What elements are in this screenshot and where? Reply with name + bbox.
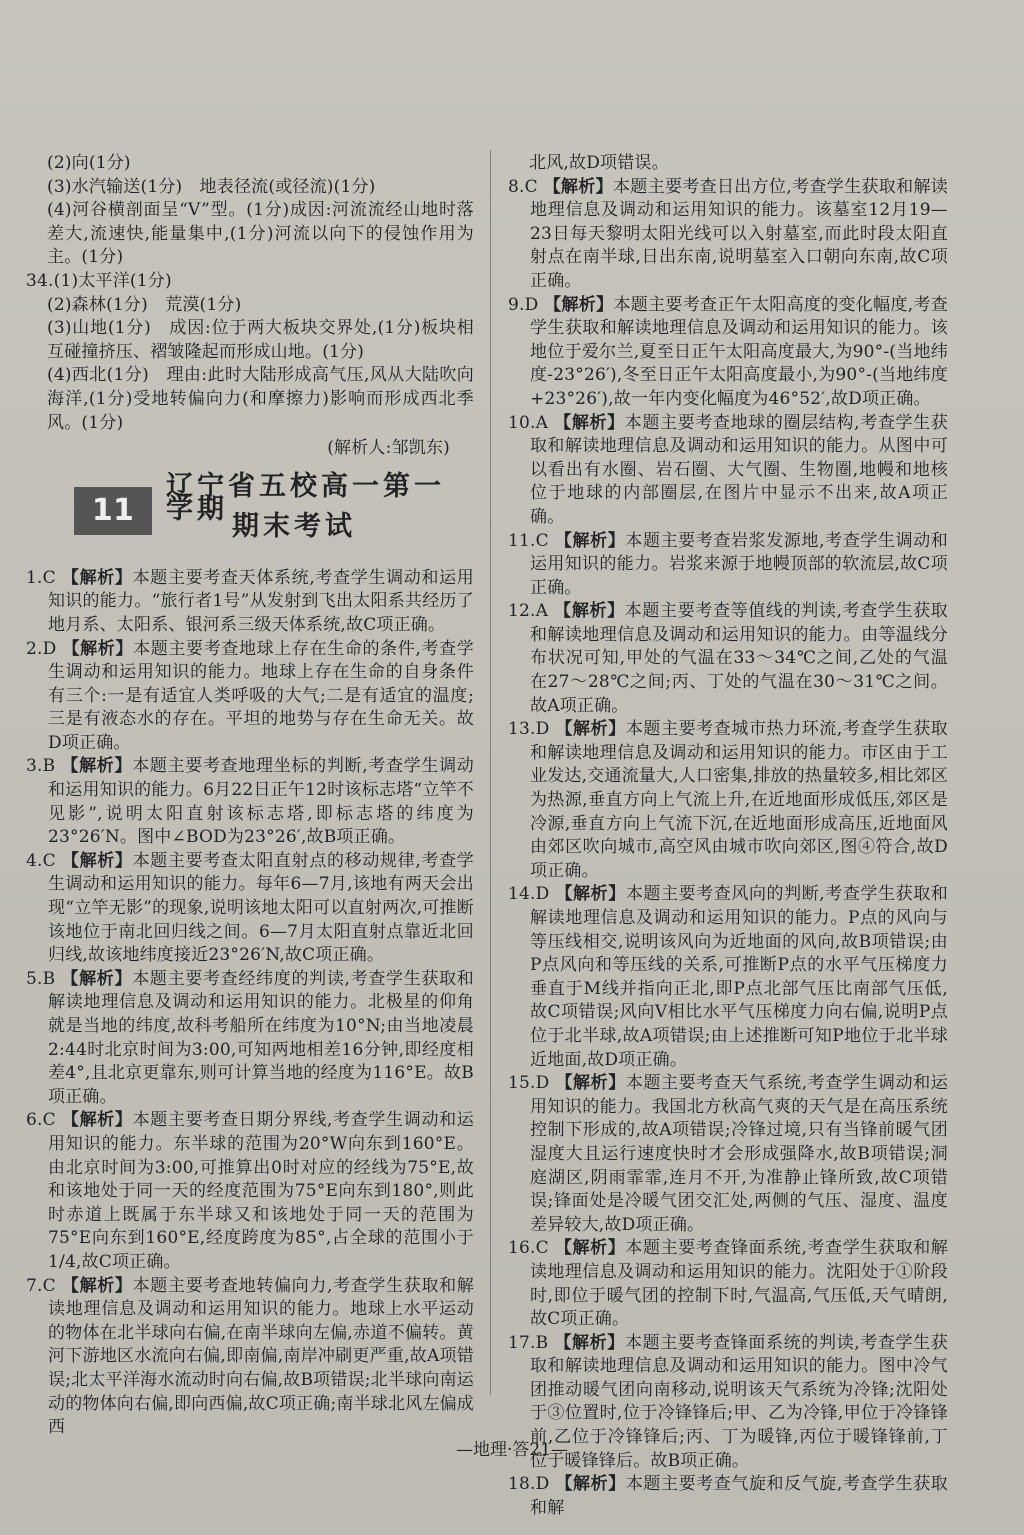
section-number: 11 (74, 487, 152, 535)
analysis-tag: 【解析】 (555, 1073, 626, 1094)
right-column (508, 152, 948, 1520)
answer-item (508, 1473, 948, 1520)
analysis-tag: 【解析】 (62, 638, 134, 659)
right-answer-list (508, 152, 948, 1520)
answer-item (26, 968, 474, 1110)
answer-line: 34.(1)太平洋(1分) (26, 270, 172, 291)
answer-text: 本题主要考查等值线的判读,考查学生获取和解读地理信息及调动和运用知识的能力。由等温线分布状况可知,甲处的气温在33～34℃之间,乙处的气温在27～28℃之间;丙、丁处的气温在30～31℃之间。故A项正确。 (530, 601, 949, 716)
analysis-tag: 【解析】 (543, 176, 613, 197)
analysis-tag: 【解析】 (554, 1238, 626, 1259)
analysis-tag: 【解析】 (61, 1110, 133, 1131)
answer-item (508, 294, 948, 412)
section-title-line2: 期末考试 (232, 510, 356, 542)
answer-item (26, 755, 474, 849)
answer-number: 18.D (508, 1474, 556, 1495)
left-answer-list (26, 567, 474, 1440)
answer-item (26, 850, 474, 968)
analysis-tag: 【解析】 (554, 1332, 625, 1353)
answer-number: 8.C (508, 176, 544, 197)
answer-line: (2)森林(1分) 荒漠(1分) (47, 294, 242, 315)
answer-number: 11.C (508, 530, 555, 551)
answer-continuation (508, 152, 948, 176)
analysis-tag: 【解析】 (555, 719, 626, 740)
answer-line: (4)西北(1分) 理由:此时大陆形成高气压,风从大陆吹向海洋,(1分)受地转偏向力(和摩擦力)影响而形成西北季风。(1分) (47, 365, 474, 433)
answer-item (26, 567, 474, 638)
section-title-line1: 辽宁省五校高一第一学期 (166, 470, 445, 526)
answer-item (508, 176, 948, 294)
analysis-tag: 【解析】 (61, 1275, 133, 1296)
analysis-tag: 【解析】 (61, 756, 133, 777)
answer-number: 10.A (508, 412, 555, 433)
answer-number: 6.C (26, 1110, 62, 1131)
answer-text: 本题主要考查锋面系统,考查学生获取和解读地理信息及调动和运用知识的能力。沈阳处于①阶段时,即位于暖气团的控制下时,气温高,气压低,天气晴朗,故C项正确。 (530, 1238, 949, 1330)
answer-number: 9.D (508, 294, 545, 315)
answer-text: 北风,故D项错误。 (529, 153, 669, 173)
answer-text: 本题主要考查风向的判断,考查学生获取和解读地理信息及调动和运用知识的能力。P点的风向与等压线相交,说明该风向为近地面的风向,故B项错误;由P点风向和等压线的关系,可推断P点的水平气压梯度力垂直于M线并指向正北,即P点北部气压比南部气压低,故C项错误;风向V相比水平气压梯度力向右偏,说明P点位于北半球,故A项错误;由上述推断可知P地位于北半球近地面,故D项正确。 (530, 884, 949, 1070)
left-top-answers (26, 152, 474, 435)
answer-item (508, 718, 948, 883)
answer-item (508, 1237, 948, 1331)
analysis-tag: 【解析】 (61, 968, 133, 989)
answer-text: 本题主要考查地球的圈层结构,考查学生获取和解读地理信息及调动和运用知识的能力。从图中可以看出有水圈、岩石圈、大气圈、生物圈,地幔和地核位于地球的内部圈层,在图片中显示不出来,故A项正确。 (530, 412, 949, 527)
column-divider (490, 150, 491, 1395)
answer-number: 12.A (508, 601, 555, 622)
analysis-tag: 【解析】 (554, 412, 625, 433)
section-header (26, 470, 474, 557)
analysis-tag: 【解析】 (555, 1474, 626, 1495)
page-footer: —地理·答21— (455, 1440, 569, 1460)
answer-item (508, 412, 948, 530)
answer-number: 7.C (26, 1275, 62, 1296)
analysis-tag: 【解析】 (61, 850, 133, 871)
answer-number: 5.B (26, 968, 62, 989)
analysis-tag: 【解析】 (61, 567, 133, 588)
left-column (26, 152, 474, 1440)
answer-text: 本题主要考查天气系统,考查学生调动和运用知识的能力。我国北方秋高气爽的天气是在高压系统控制下形成的,故A项错误;冷锋过境,只有当锋前暖气团湿度大且运行速度快时才会形成强降水,故B项错误;洞庭湖区,阴雨霏霏,连月不开,为准静止锋所致,故C项错误;锋面处是冷暖气团交汇处,两侧的气压、湿度、温度差异较大,故D项正确。 (530, 1073, 949, 1235)
answer-text: 本题主要考查岩浆发源地,考查学生调动和运用知识的能力。岩浆来源于地幔顶部的软流层,故C项正确。 (530, 530, 949, 598)
answer-number: 13.D (508, 719, 556, 740)
answer-text: 本题主要考查城市热力环流,考查学生获取和解读地理信息及调动和运用知识的能力。市区由于工业发达,交通流量大,人口密集,排放的热量较多,相比郊区为热源,垂直方向上气流上升,在近地面形成低压,郊区是冷源,垂直方向上气流下沉,在近地面形成高压,近地面风由郊区吹向城市,高空风由城市吹向郊区,图④符合,故D项正确。 (530, 719, 949, 881)
answer-text: 本题主要考查日出方位,考查学生获取和解读地理信息及调动和运用知识的能力。该墓室12月19—23日每天黎明太阳光线可以入射墓室,而此时段太阳直射点在南半球,日出东南,说明墓室入口朝向东南,故C项正确。 (530, 176, 948, 291)
answer-text: 本题主要考查经纬度的判读,考查学生获取和解读地理信息及调动和运用知识的能力。北极星的仰角就是当地的纬度,故科考船所在纬度为10°N;由当地凌晨2:44时北京时间为3:00,可知两地相差16分钟,即经度相差4°,且北京更靠东,则可计算当地的经度为116°E。故B项正确。 (48, 968, 474, 1107)
answer-text: 本题主要考查正午太阳高度的变化幅度,考查学生获取和解读地理信息及调动和运用知识的能力。该地位于爱尔兰,夏至日正午太阳高度最大,为90°-(当地纬度-23°26′),冬至日正午太阳高度最小,为90°-(当地纬度+23°26′),故一年内变化幅度为46°52′,故D项正确。 (530, 294, 948, 409)
answer-text: 本题主要考查锋面系统的判读,考查学生获取和解读地理信息及调动和运用知识的能力。图中冷气团推动暖气团向南移动,说明该天气系统为冷锋;沈阳处于③位置时,位于冷锋锋后;甲、乙为冷锋,甲位于冷锋锋前,乙位于冷锋锋后;丙、丁为暖锋,丙位于暖锋锋前,丁位于暖锋锋后。故B项正确。 (530, 1332, 949, 1471)
answer-number: 15.D (508, 1073, 556, 1094)
analysis-tag: 【解析】 (544, 294, 614, 315)
answer-text: 本题主要考查日期分界线,考查学生调动和运用知识的能力。东半球的范围为20°W向东到160°E。由北京时间为3:00,可推算出0时对应的经线为75°E,故和该地处于同一天的经度范围为75°E向东到180°,则此时赤道上既属于东半球又和该地处于同一天的范围为75°E向东到160°E,经度跨度为85°,占全球的范围小于1/4,故C项正确。 (48, 1110, 474, 1272)
answer-line: (2)向(1分) (47, 153, 131, 173)
answer-item (26, 1275, 474, 1440)
answer-number: 2.D (26, 638, 63, 659)
answer-item (26, 1109, 474, 1274)
answer-item (508, 530, 948, 601)
answer-line: (3)水汽输送(1分) 地表径流(或径流)(1分) (47, 176, 376, 197)
answer-item (508, 600, 948, 718)
answer-item (508, 883, 948, 1072)
answer-text: 本题主要考查气旋和反气旋,考查学生获取和解 (530, 1474, 949, 1518)
answer-item (508, 1072, 948, 1237)
analysis-tag: 【解析】 (554, 601, 625, 622)
answer-line: (3)山地(1分) 成因:位于两大板块交界处,(1分)板块相互碰撞挤压、褶皱隆起而形成山地。(1分) (47, 318, 474, 362)
answer-text: 本题主要考查太阳直射点的移动规律,考查学生调动和运用知识的能力。每年6—7月,该地有两天会出现“立竿无影”的现象,说明该地太阳可以直射两次,可推断该地位于南北回归线之间。6—7月太阳直射点靠近北回归线,故该地纬度接近23°26′N,故C项正确。 (48, 850, 474, 966)
answer-number: 16.C (508, 1238, 555, 1259)
answer-number: 1.C (26, 567, 62, 588)
analysis-tag: 【解析】 (555, 884, 626, 905)
answer-text: 本题主要考查地理坐标的判断,考查学生调动和运用知识的能力。6月22日正午12时该标志塔“立竿不见影”,说明太阳直射该标志塔,即标志塔的纬度为23°26′N。图中∠BOD为23°26′,故B项正确。 (48, 756, 474, 848)
answer-text: 本题主要考查天体系统,考查学生调动和运用知识的能力。“旅行者1号”从发射到飞出太阳系共经历了地月系、太阳系、银河系三级天体系统,故C项正确。 (48, 567, 474, 635)
analysis-tag: 【解析】 (554, 530, 626, 551)
answer-number: 14.D (508, 884, 556, 905)
answer-number: 3.B (26, 756, 62, 777)
answer-line: (4)河谷横剖面呈“V”型。(1分)成因:河流流经山地时落差大,流速快,能量集中,(1分)河流以向下的侵蚀作用为主。(1分) (47, 200, 474, 268)
answer-text: 本题主要考查地转偏向力,考查学生获取和解读地理信息及调动和运用知识的能力。地球上水平运动的物体在北半球向右偏,在南半球向左偏,赤道不偏转。黄河下游地区水流向右偏,即南偏,南岸冲刷更严重,故A项错误;北太平洋海水流动时向右偏,故B项错误;北半球向南运动的物体向右偏,即向西偏,故C项正确;南半球北风左偏成西 (48, 1275, 474, 1438)
author-credit: (解析人:邹凯东) (327, 438, 450, 459)
answer-number: 4.C (26, 850, 62, 871)
answer-number: 17.B (508, 1332, 555, 1353)
answer-item (26, 638, 474, 756)
answer-text: 本题主要考查地球上存在生命的条件,考查学生调动和运用知识的能力。地球上存在生命的自身条件有三个:一是有适宜人类呼吸的大气;二是有适宜的温度;三是有液态水的存在。平坦的地势与存在生命无关。故D项正确。 (48, 638, 474, 753)
